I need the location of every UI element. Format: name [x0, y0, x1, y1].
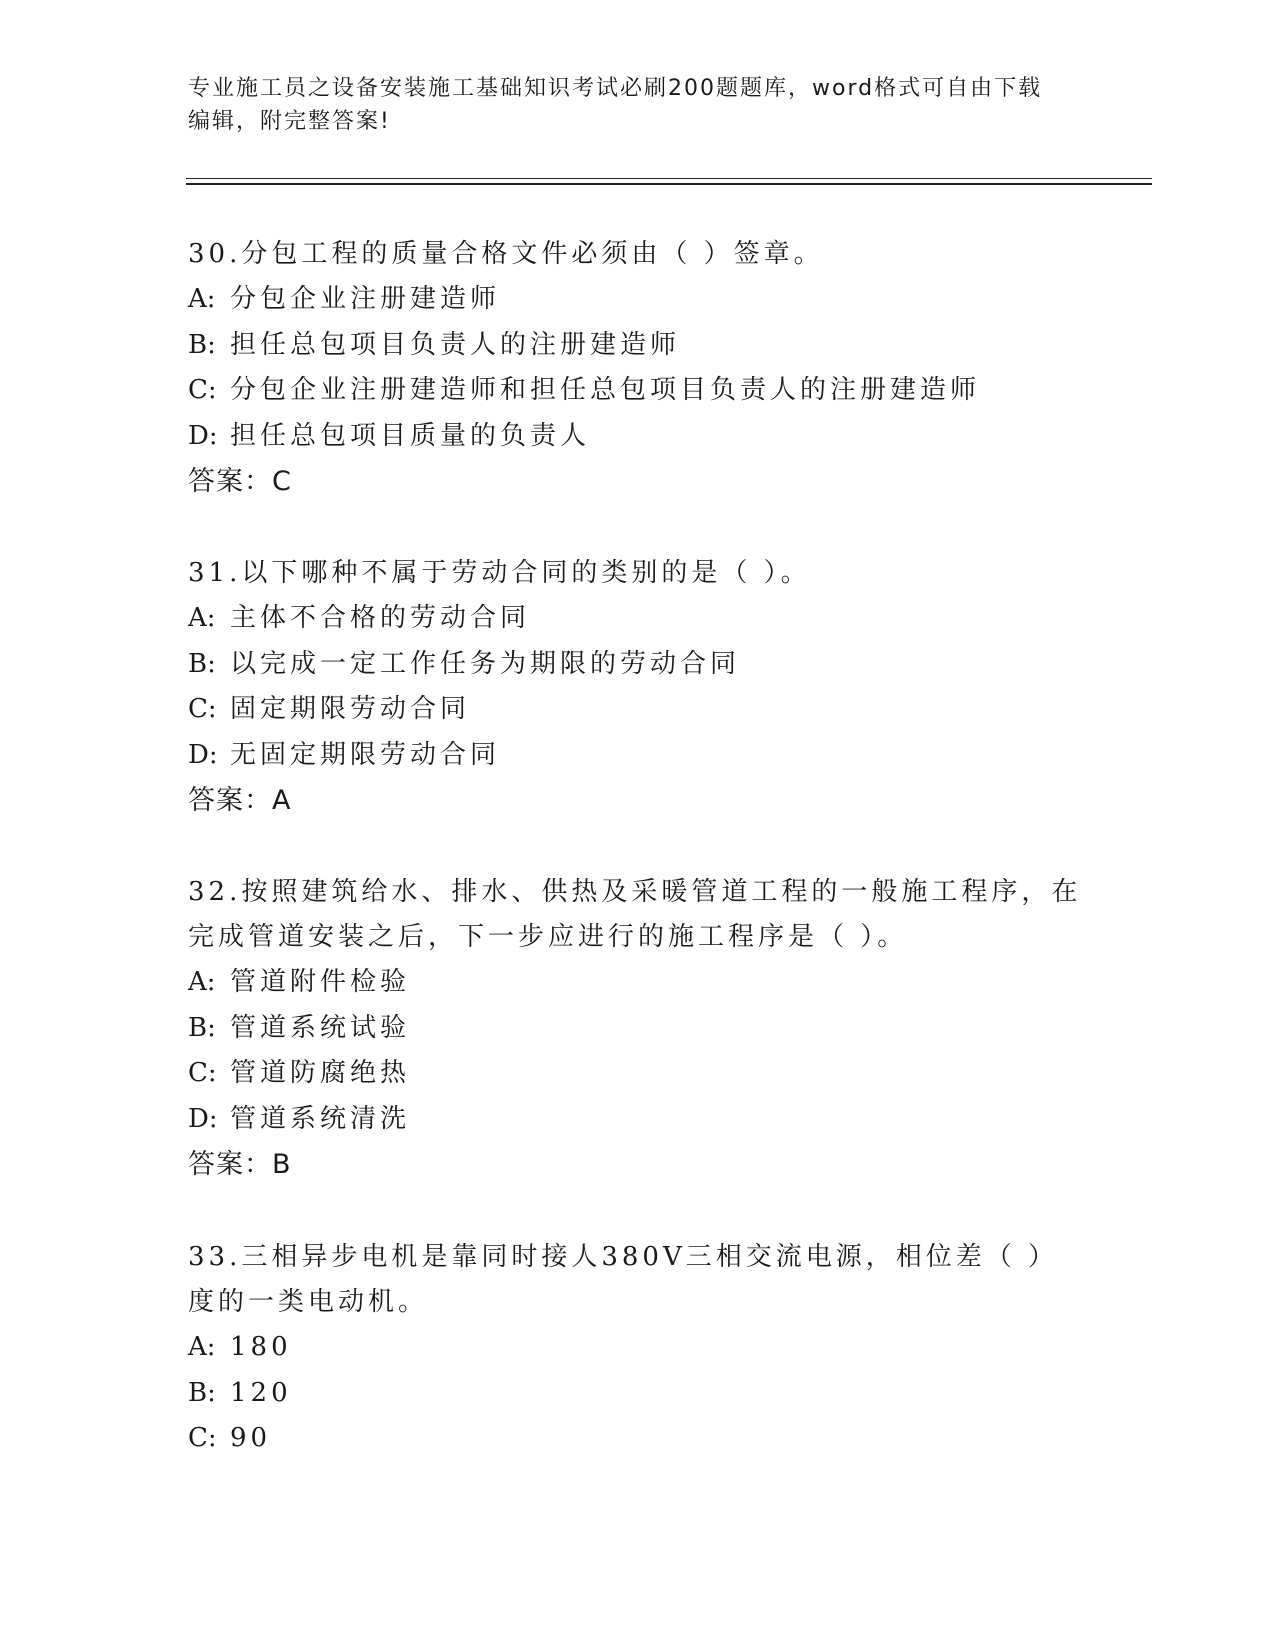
header-line-2: 编辑，附完整答案!: [188, 109, 391, 134]
option-b: [188, 1371, 1088, 1417]
option-key: C:: [188, 1423, 217, 1453]
option-b: [188, 1006, 1088, 1052]
option-key: C:: [188, 694, 217, 724]
option-text: 无固定期限劳动合同: [230, 739, 501, 770]
answer-line: 答案：C: [188, 466, 292, 497]
question-33: [188, 1235, 1088, 1462]
option-text: 90: [230, 1423, 272, 1453]
option-key: D:: [188, 1103, 218, 1134]
option-b: [188, 323, 1088, 369]
option-c: [188, 687, 1088, 733]
option-text: 管道系统清洗: [230, 1103, 411, 1134]
option-text: 分包企业注册建造师: [230, 284, 501, 314]
option-key: B:: [188, 1012, 216, 1043]
question-30: [188, 232, 1088, 505]
option-text: 担任总包项目质量的负责人: [230, 420, 591, 451]
option-key: B:: [188, 1377, 216, 1408]
option-key: B:: [188, 329, 216, 360]
option-a: [188, 277, 1088, 323]
option-b: [188, 642, 1088, 688]
option-text: 管道防腐绝热: [230, 1058, 411, 1088]
option-key: D:: [188, 420, 218, 451]
option-key: A:: [188, 603, 216, 633]
option-d: [188, 733, 1088, 779]
option-text: 管道附件检验: [230, 967, 411, 997]
question-31: [188, 551, 1088, 824]
option-a: [188, 596, 1088, 642]
option-text: 担任总包项目负责人的注册建造师: [230, 329, 681, 360]
option-key: C:: [188, 1058, 217, 1088]
option-text: 分包企业注册建造师和担任总包项目负责人的注册建造师: [230, 375, 981, 405]
option-d: [188, 1097, 1088, 1143]
option-key: D:: [188, 739, 218, 770]
option-key: C:: [188, 375, 217, 405]
header-divider-thin: [186, 178, 1152, 179]
option-text: 固定期限劳动合同: [230, 694, 471, 724]
question-stem: 30.分包工程的质量合格文件必须由（ ）签章。: [188, 239, 824, 269]
header-line-1: 专业施工员之设备安装施工基础知识考试必刷200题题库，word格式可自由下载: [188, 76, 1043, 101]
document-header: [188, 72, 1088, 138]
option-c: [188, 1051, 1088, 1097]
option-a: [188, 960, 1088, 1006]
option-key: A:: [188, 1332, 216, 1362]
option-c: [188, 1416, 1088, 1462]
option-c: [188, 368, 1088, 414]
option-key: A:: [188, 967, 216, 997]
option-text: 180: [230, 1332, 292, 1362]
option-key: A:: [188, 284, 216, 314]
header-divider-thick: [186, 183, 1152, 185]
option-text: 以完成一定工作任务为期限的劳动合同: [230, 648, 741, 679]
question-stem: 32.按照建筑给水、排水、供热及采暖管道工程的一般施工程序，在完成管道安装之后，下一步应进行的施工程序是（ ）。: [188, 877, 1082, 952]
answer-line: 答案：B: [188, 1149, 292, 1180]
question-32: [188, 870, 1088, 1188]
option-text: 120: [230, 1377, 292, 1408]
answer-line: 答案：A: [188, 785, 292, 816]
question-stem: 33.三相异步电机是靠同时接人380V三相交流电源，相位差（ ）度的一类电动机。: [188, 1242, 1059, 1317]
option-text: 主体不合格的劳动合同: [230, 603, 531, 633]
option-text: 管道系统试验: [230, 1012, 411, 1043]
option-d: [188, 414, 1088, 460]
question-stem: 31.以下哪种不属于劳动合同的类别的是（ ）。: [188, 558, 811, 588]
option-key: B:: [188, 648, 216, 679]
option-a: [188, 1325, 1088, 1371]
